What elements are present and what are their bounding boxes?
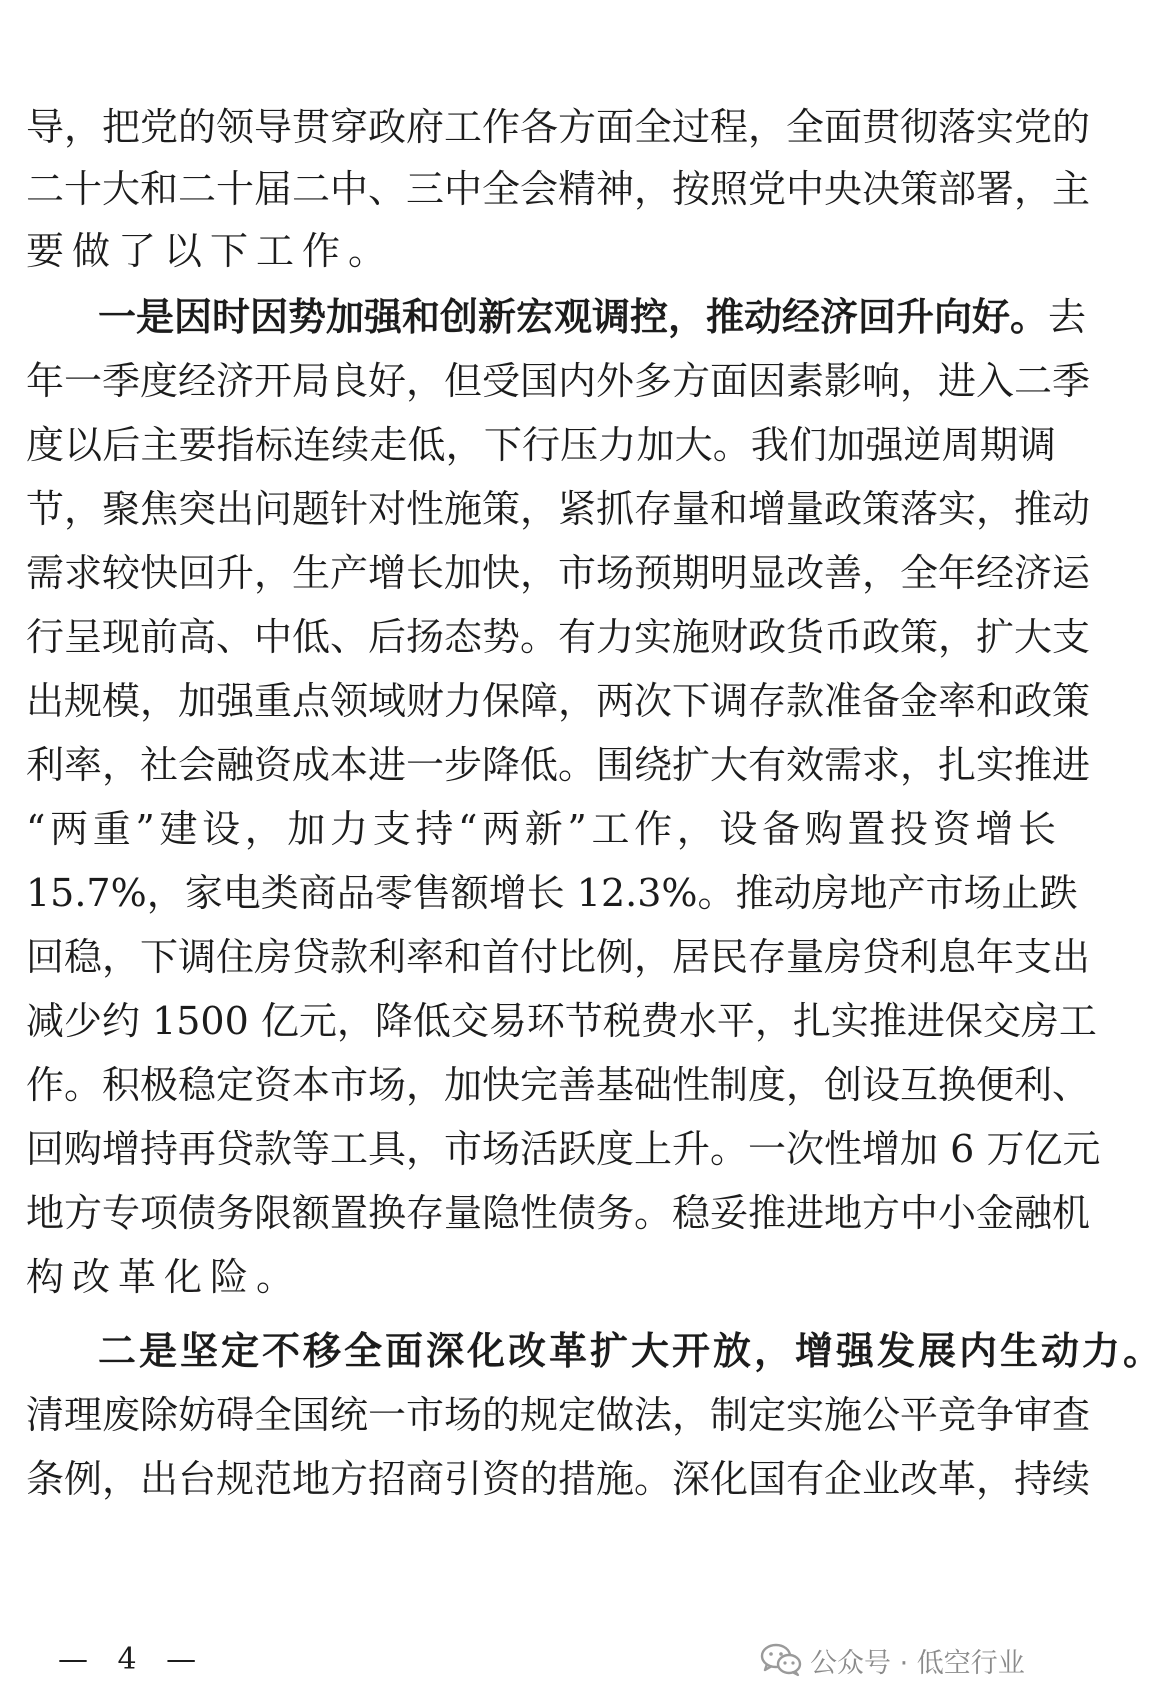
paragraph-heading: 二是坚定不移全面深化改革扩大开放，增强发展内生动力。 (98, 1328, 1164, 1373)
text-run: 去 (1048, 295, 1087, 339)
text-line: 度以后主要指标连续走低，下行压力加大。我们加强逆周期调 (26, 423, 1056, 467)
text-line: “两重”建设，加力支持“两新”工作，设备购置投资增长 (26, 807, 1056, 851)
paragraph-heading: 一是因时因势加强和创新宏观调控，推动经济回升向好。 (98, 294, 1049, 339)
text-line: 导，把党的领导贯穿政府工作各方面全过程，全面贯彻落实党的 (26, 105, 1091, 149)
wechat-icon (760, 1643, 802, 1677)
text-line: 构改革化险。 (26, 1255, 303, 1299)
text-line: 地方专项债务限额置换存量隐性债务。稳妥推进地方中小金融机 (26, 1191, 1091, 1235)
text-line: 出规模，加强重点领域财力保障，两次下调存款准备金率和政策 (26, 679, 1091, 723)
text-line: 回稳，下调住房贷款利率和首付比例，居民存量房贷利息年支出 (26, 935, 1091, 979)
text-line: 二十大和二十届二中、三中全会精神，按照党中央决策部署，主 (26, 167, 1091, 211)
text-line (98, 1320, 1164, 1382)
text-line (98, 286, 1087, 348)
page-footer (0, 1640, 1080, 1680)
text-line: 节，聚焦突出问题针对性施策，紧抓存量和增量政策落实，推动 (26, 487, 1091, 531)
text-line: 回购增持再贷款等工具，市场活跃度上升。一次性增加 6 万亿元 (26, 1127, 1101, 1171)
text-line: 利率，社会融资成本进一步降低。围绕扩大有效需求，扎实推进 (26, 743, 1091, 787)
text-line: 作。积极稳定资本市场，加快完善基础性制度，创设互换便利、 (26, 1063, 1091, 1107)
text-line: 减少约 1500 亿元，降低交易环节税费水平，扎实推进保交房工 (26, 999, 1097, 1043)
text-line: 要做了以下工作。 (26, 229, 395, 273)
text-line: 清理废除妨碍全国统一市场的规定做法，制定实施公平竞争审查 (26, 1393, 1091, 1437)
text-line: 条例，出台规范地方招商引资的措施。深化国有企业改革，持续 (26, 1457, 1091, 1501)
page-number: — 4 — (58, 1642, 207, 1677)
watermark-text: 公众号 · 低空行业 (810, 1647, 1025, 1679)
text-line: 行呈现前高、中低、后扬态势。有力实施财政货币政策，扩大支 (26, 615, 1091, 659)
text-line: 15.7%，家电类商品零售额增长 12.3%。推动房地产市场止跌 (26, 871, 1078, 915)
watermark (760, 1642, 1025, 1678)
text-line: 需求较快回升，生产增长加快，市场预期明显改善，全年经济运 (26, 551, 1091, 595)
text-line: 年一季度经济开局良好，但受国内外多方面因素影响，进入二季 (26, 359, 1091, 403)
